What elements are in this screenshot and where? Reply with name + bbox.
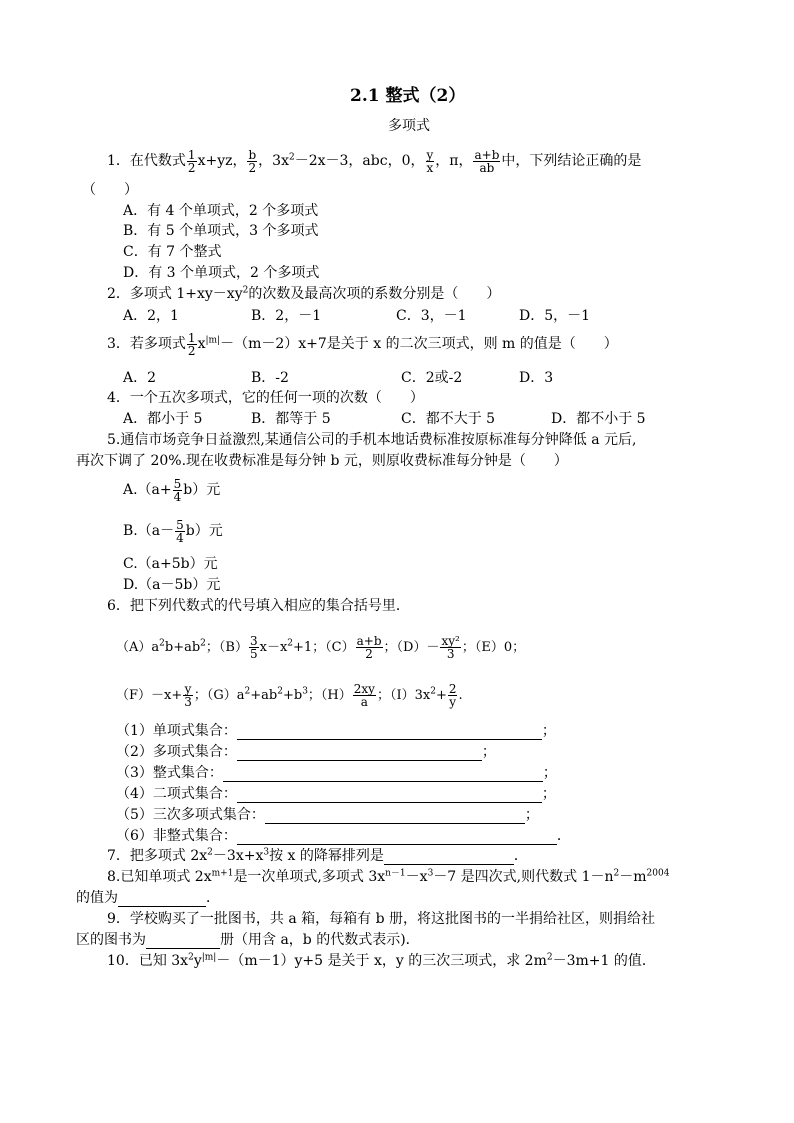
q2-option-c: C．3，－1 (396, 308, 467, 324)
answer-blank[interactable] (237, 788, 542, 803)
fraction: $\frac{2}{y}$ (448, 682, 457, 709)
question-2-stem: 2．多项式 $1+xy-xy^2$的次数及最高次项的系数分别是（ ） (107, 285, 501, 302)
q1-text: ，3x (258, 153, 289, 169)
q4-option-a: A．都小于 5 (123, 411, 203, 427)
q2-option-a: A．2，1 (123, 308, 179, 324)
q6-set-2: （2）多项式集合： ； (116, 744, 496, 760)
q2-options (123, 308, 590, 325)
q4-option-d: D．都不小于 5 (551, 411, 646, 427)
answer-blank[interactable] (237, 830, 557, 845)
answer-blank[interactable] (265, 809, 525, 824)
answer-blank[interactable] (146, 934, 220, 949)
question-7: 7．把多项式 $2x^2-3x+x^3$按 x 的降幂排列是 ． (107, 847, 528, 864)
q5-option-b: B.（a－ $\frac{5}{4}$ b）元 (123, 517, 223, 545)
q6-set-5: （5）三次多项式集合： ； (116, 807, 539, 823)
fraction: $\frac{y}{3}$ (184, 682, 192, 709)
fraction: $\frac{y}{x}$ (426, 147, 434, 175)
q6-set-4: （4）二项式集合： ； (116, 786, 556, 802)
page-subtitle: 多项式 (388, 118, 430, 134)
q3-option-d: D．3 (519, 370, 554, 386)
q1-text: 1．在代数式 (107, 153, 186, 169)
q1-text: ，π， (435, 153, 473, 169)
fraction: $\frac{1}{2}$ (187, 330, 196, 358)
question-4-stem: 4．一个五次多项式，它的任何一项的次数（ ） (107, 390, 424, 406)
q5-option-a: A.（a+ $\frac{5}{4}$ b）元 (123, 476, 221, 504)
question-9-line1: 9．学校购买了一批图书，共 a 箱，每箱有 b 册，将这批图书的一半捐给社区，则捐给社 (107, 911, 656, 927)
q3-options (123, 370, 553, 387)
question-6-stem: 6．把下列代数式的代号填入相应的集合括号里． (107, 598, 410, 614)
q1-option-a: A．有 4 个单项式，2 个多项式 (123, 203, 319, 219)
answer-blank[interactable] (237, 725, 542, 740)
question-1-stem: 1．在代数式 $\frac{1}{2}$ x+yz， $\frac{b}{2}$ ，$3x^2-2x-3$，abc，0， $\frac{y}{x}$ ，π， $\frac{a+b}{ab}$ 中，下列结论正确的是 (107, 147, 642, 175)
answer-blank[interactable] (237, 746, 482, 761)
question-5-line2: 再次下调了 20%.现在收费标准是每分钟 b 元，则原收费标准每分钟是（ ） (76, 453, 568, 469)
fraction: $\frac{5}{4}$ (173, 476, 182, 504)
answer-blank[interactable] (223, 767, 543, 782)
question-8-line2: 的值为 ． (76, 890, 220, 906)
q5-option-d: D.（a－5b）元 (123, 577, 221, 593)
answer-blank[interactable] (118, 892, 206, 907)
question-9-line2: 区的图书为 册（用含 a，b 的代数式表示)． (76, 932, 420, 948)
q3-option-a: A．2 (123, 370, 157, 386)
fraction: $\frac{2xy}{a}$ (353, 682, 375, 709)
q4-option-c: C．都不大于 5 (401, 411, 496, 427)
q4-option-b: B．都等于 5 (251, 411, 331, 427)
q3-option-c: C．2或-2 (401, 370, 463, 386)
q1-text: x+yz， (197, 153, 247, 169)
fraction: $\frac{5}{4}$ (176, 517, 184, 545)
q1-option-d: D．有 3 个单项式，2 个多项式 (123, 265, 320, 281)
fraction: $\frac{b}{2}$ (248, 147, 257, 175)
q6-set-6: （6）非整式集合： ． (116, 828, 571, 844)
q6-expr-row-1: $(A)a^2b+ab^2$；（B） $\frac{3}{5}$ $x-x^2+1$；（C） $\frac{a+b}{2}$ ；（D）－ $\frac{\text{xy²}}{3}$ ；（E）0； (116, 634, 526, 661)
q2-option-d: D．5，－1 (519, 308, 591, 324)
fraction: $\frac{a+b}{ab}$ (474, 147, 500, 175)
q1-text: 中，下列结论正确的是 (501, 153, 642, 169)
question-8-line1: 8.已知单项式 $2x^{m+1}$是一次单项式,多项式 $3x^{n-1}-x^3-7$ 是四次式,则代数式 $1-n^2-m^{2004}$ (107, 868, 670, 885)
question-10: 10．已知 $3x^2y^{|m|}-(m-1)y+5$ 是关于 x，y 的三次三项式，求 $2m^2-3m+1$ 的值． (107, 952, 656, 969)
question-5-line1: 5.通信市场竞争日益激烈,某通信公司的手机本地话费标准按原标准每分钟降低 a 元后, (107, 432, 637, 448)
q1-option-b: B．有 5 个单项式，3 个多项式 (123, 223, 319, 239)
q3-option-b: B．-2 (251, 370, 289, 386)
q4-options (123, 411, 646, 428)
q6-expr-row-2: （F）－x+ $\frac{y}{3}$ ；$(G)a^2+ab^2+b^3$；（H） $\frac{2xy}{a}$ ；$(I)3x^2+$ $\frac{2}{y}$ . (116, 682, 463, 709)
q6-set-3: （3）整式集合： ； (116, 765, 557, 781)
page-title: 2.1 整式（2） (350, 86, 466, 106)
answer-blank[interactable] (384, 850, 514, 865)
q1-text: －2x－3，abc，0， (294, 153, 425, 169)
q2-option-b: B．2，－1 (251, 308, 322, 324)
q5-option-c: C.（a+5b）元 (123, 556, 218, 572)
fraction: $\frac{a+b}{2}$ (356, 634, 382, 661)
question-3-stem: 3．若多项式 $\frac{1}{2}$ $x^{|m|}-(m-2)x+7$是关于 x 的二次三项式，则 m 的值是（ ） (107, 330, 618, 358)
q6-set-1: （1）单项式集合： ； (116, 723, 556, 739)
fraction: $\frac{\text{xy²}}{3}$ (441, 634, 460, 661)
answer-paren: （ ） (82, 182, 138, 198)
fraction: $\frac{1}{2}$ (187, 147, 196, 175)
q1-option-c: C．有 7 个整式 (123, 244, 222, 260)
fraction: $\frac{3}{5}$ (249, 634, 258, 661)
